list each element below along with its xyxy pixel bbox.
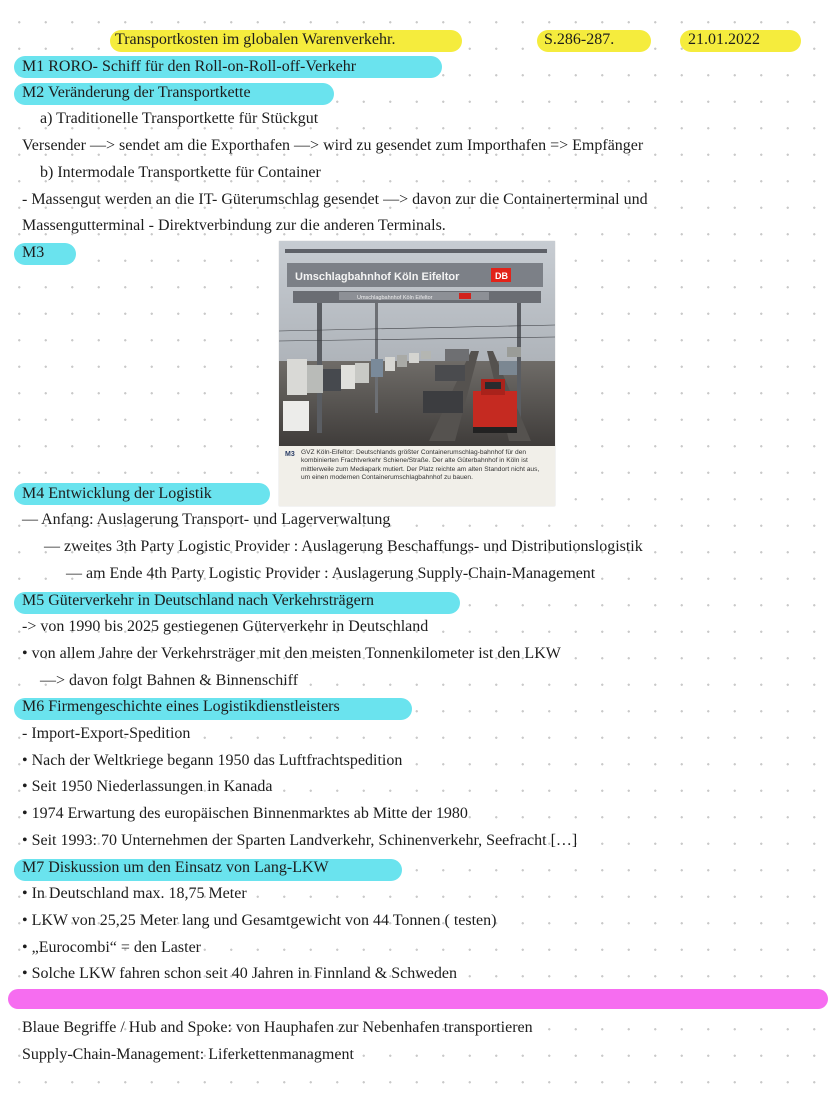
m2-line: Massengutterminal - Direktverbindung zur die anderen Terminals.: [22, 217, 446, 234]
wagon: [445, 349, 469, 361]
footer-note: Blaue Begriffe / Hub and Spoke: von Hauphafen zur Nebenhafen transportieren: [22, 1019, 533, 1036]
small-db-logo: [459, 293, 471, 299]
gantry-sign-text: Umschlagbahnhof Köln Eifeltor: [295, 271, 460, 283]
m6-line: - Import-Export-Spedition: [22, 725, 191, 742]
truck: [355, 363, 369, 383]
rail-terminal-photo: [279, 241, 555, 446]
gantry-post-mid: [375, 303, 378, 413]
m2-line: Versender —> sendet am die Exporthafen —> wird zu gesendet zum Importhafen => Empfänger: [22, 137, 644, 154]
m6-line: • Nach der Weltkriege begann 1950 das Luftfrachtspedition: [22, 752, 403, 769]
truck: [385, 357, 395, 371]
m4-line: — zweites 3th Party Logistic Provider : Auslagerung Beschaffungs- und Distributionslogistik: [44, 538, 643, 555]
m6-line: • Seit 1950 Niederlassungen in Kanada: [22, 778, 273, 795]
m2-line: a) Traditionelle Transportkette für Stückgut: [40, 110, 319, 127]
m7-line: • LKW von 25,25 Meter lang und Gesamtgewicht von 44 Tonnen ( testen): [22, 912, 497, 929]
gantry-top: [285, 249, 547, 253]
truck: [287, 359, 307, 395]
m6-heading: M6 Firmengeschichte eines Logistikdienstleisters: [22, 698, 340, 715]
m6-line: • 1974 Erwartung des europäischen Binnenmarktes ab Mitte der 1980: [22, 805, 468, 822]
db-logo-text: DB: [495, 271, 508, 281]
m5-heading: M5 Güterverkehr in Deutschland nach Verkehrsträgern: [22, 592, 375, 609]
m7-line: • Solche LKW fahren schon seit 40 Jahren in Finnland & Schweden: [22, 965, 457, 982]
m6-line: • Seit 1993: 70 Unternehmen der Sparten Landverkehr, Schinenverkehr, Seefracht […]: [22, 832, 578, 849]
photo-caption-tag: M3: [285, 451, 295, 458]
truck: [341, 365, 355, 389]
page-range: S.286-287.: [544, 31, 615, 48]
wagon: [507, 347, 521, 357]
m5-line: —> davon folgt Bahnen & Binnenschiff: [40, 672, 299, 689]
m4-line: — Anfang: Auslagerung Transport- und Lagerverwaltung: [22, 511, 391, 528]
truck: [409, 353, 419, 363]
m3-photo: [279, 241, 555, 506]
truck-front: [283, 401, 309, 431]
m7-line: • „Eurocombi“ = den Laster: [22, 939, 201, 956]
locomotive: [473, 391, 517, 429]
photo-caption: GVZ Köln-Eifeltor: Deutschlands größter Containerumschlag-bahnhof für den kombinierten Frachtverkehr Schiene/Straße. Der alte Güterbahnhof in Köln ist mittlerweile zum Mediapark mutiert. Der Platz reichte am alten Standort nicht aus, um einen modernen Containerumschlagbahnhof zu bauen.: [301, 449, 540, 481]
m2-line: b) Intermodale Transportkette für Container: [40, 164, 321, 181]
m5-line: -> von 1990 bis 2025 gestiegenen Güterverkehr in Deutschland: [22, 618, 429, 635]
m2-heading: M2 Veränderung der Transportkette: [22, 84, 251, 101]
m2-line: - Massengut werden an die IT- Güterumschlag gesendet —> davon zur die Containerterminal und: [22, 191, 648, 208]
m7-heading: M7 Diskussion um den Einsatz von Lang-LKW: [22, 859, 329, 876]
footer-note: Supply-Chain-Management: Liferkettenmanagment: [22, 1046, 354, 1063]
m5-line: • von allem Jahre der Verkehrsträger mit den meisten Tonnenkilometer ist den LKW: [22, 645, 561, 662]
wagon: [435, 365, 465, 381]
note-date: 21.01.2022: [688, 31, 760, 48]
truck: [371, 359, 383, 377]
truck: [307, 365, 323, 393]
m3-heading: M3: [22, 244, 45, 261]
divider-highlight: [8, 989, 828, 1009]
truck: [421, 351, 431, 359]
m4-line: — am Ende 4th Party Logistic Provider : Auslagerung Supply-Chain-Management: [66, 565, 596, 582]
locomotive-chassis: [473, 427, 517, 433]
m7-line: • In Deutschland max. 18,75 Meter: [22, 885, 247, 902]
truck: [397, 355, 407, 367]
page-title: Transportkosten im globalen Warenverkehr.: [115, 31, 396, 48]
m1-heading: M1 RORO- Schiff für den Roll-on-Roll-off-Verkehr: [22, 58, 357, 75]
locomotive-window: [485, 382, 501, 389]
gantry-post-right: [517, 303, 521, 423]
small-sign-text: Umschlagbahnhof Köln Eifeltor: [357, 295, 433, 301]
wagon: [499, 361, 517, 375]
truck: [323, 369, 341, 391]
m4-heading: M4 Entwicklung der Logistik: [22, 485, 212, 502]
wagon: [423, 391, 463, 413]
